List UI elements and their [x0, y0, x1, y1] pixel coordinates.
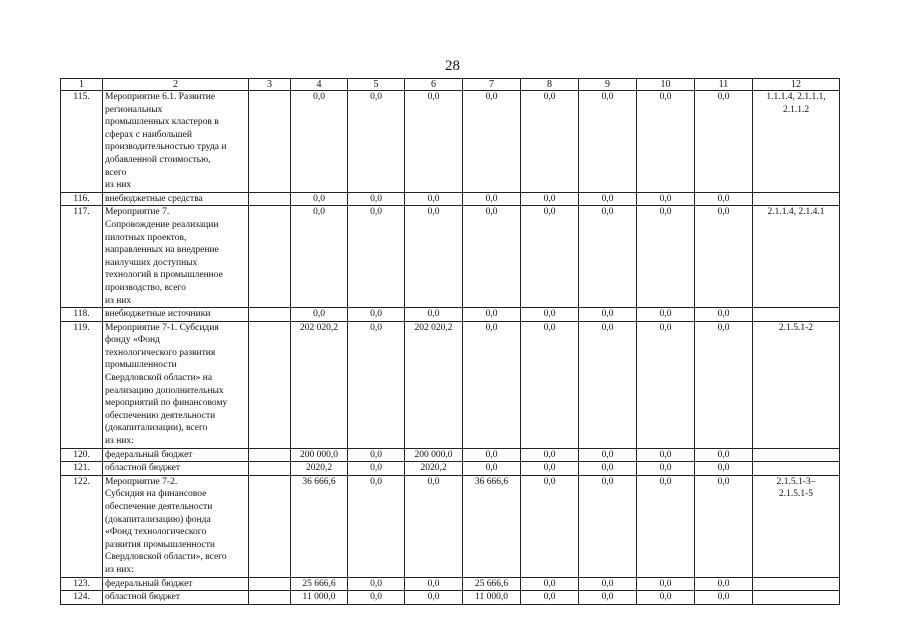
- cell-c5: 0,0: [348, 577, 405, 591]
- row-name-line: добавленной стоимостью,: [105, 154, 211, 165]
- page-number: 28: [445, 58, 460, 74]
- cell-c6: 0,0: [405, 91, 463, 193]
- cell-c4: 202 020,2: [291, 321, 348, 448]
- row-name-line: Мероприятие 7-1. Субсидия: [105, 322, 219, 333]
- row-name-line: фонду «Фонд: [105, 335, 160, 346]
- cell-c10: 0,0: [637, 475, 695, 577]
- cell-c10: 0,0: [637, 308, 695, 322]
- cell-c7: 0,0: [463, 206, 521, 308]
- cell-c9: 0,0: [579, 192, 637, 206]
- table-row: [61, 577, 840, 591]
- cell-c11: 0,0: [695, 321, 753, 448]
- row-number: 123.: [61, 577, 103, 591]
- row-number: 122.: [61, 475, 103, 577]
- cell-c5: 0,0: [348, 321, 405, 448]
- table-row: [61, 591, 840, 605]
- row-name: [103, 591, 249, 605]
- target-code: 1.1.1.4, 2.1.1.1,: [766, 92, 826, 102]
- column-header-1: 1: [61, 79, 103, 91]
- row-name-line: пилотных проектов,: [105, 232, 187, 243]
- row-name-line: промышленных кластеров в: [105, 117, 219, 128]
- cell-c3: [249, 192, 291, 206]
- cell-c3: [249, 91, 291, 193]
- cell-c4: 0,0: [291, 206, 348, 308]
- cell-c6: 0,0: [405, 577, 463, 591]
- column-header-4: 4: [291, 79, 348, 91]
- row-number: 120.: [61, 448, 103, 462]
- row-name-line: областной бюджет: [105, 592, 181, 603]
- cell-c8: 0,0: [521, 192, 579, 206]
- cell-c5: 0,0: [348, 308, 405, 322]
- row-name-line: Мероприятие 7.: [105, 207, 170, 218]
- cell-c8: 0,0: [521, 591, 579, 605]
- cell-c6: 202 020,2: [405, 321, 463, 448]
- cell-c11: 0,0: [695, 577, 753, 591]
- row-name-line: Мероприятие 6.1. Развитие: [105, 92, 216, 102]
- row-name-line: технологического развития: [105, 347, 216, 358]
- cell-c10: 0,0: [637, 206, 695, 308]
- column-header-3: 3: [249, 79, 291, 91]
- cell-c3: [249, 475, 291, 577]
- cell-c11: 0,0: [695, 591, 753, 605]
- cell-c3: [249, 206, 291, 308]
- row-name-line: из них: [105, 180, 132, 191]
- cell-c7: 36 666,6: [463, 475, 521, 577]
- column-header-7: 7: [463, 79, 521, 91]
- cell-c4: 2020,2: [291, 462, 348, 476]
- cell-c3: [249, 448, 291, 462]
- cell-c9: 0,0: [579, 91, 637, 193]
- row-name: [103, 308, 249, 322]
- row-number: 121.: [61, 462, 103, 476]
- column-header-10: 10: [637, 79, 695, 91]
- row-targets: [753, 475, 840, 577]
- table-row: [61, 308, 840, 322]
- cell-c6: 0,0: [405, 475, 463, 577]
- row-targets: [753, 462, 840, 476]
- row-number: 117.: [61, 206, 103, 308]
- cell-c4: 0,0: [291, 192, 348, 206]
- table-body: [61, 79, 840, 605]
- row-name-line: обеспечению деятельности: [105, 410, 216, 421]
- column-header-9: 9: [579, 79, 637, 91]
- row-name-line: из них:: [105, 564, 134, 575]
- row-name-line: из них: [105, 295, 132, 306]
- row-name-line: «Фонд технологического: [105, 527, 207, 538]
- cell-c11: 0,0: [695, 475, 753, 577]
- row-number: 124.: [61, 591, 103, 605]
- cell-c9: 0,0: [579, 462, 637, 476]
- cell-c7: 0,0: [463, 448, 521, 462]
- target-code: 2.1.1.4, 2.1.4.1: [767, 207, 825, 218]
- row-name-line: федеральный бюджет: [105, 449, 193, 460]
- cell-c4: 0,0: [291, 308, 348, 322]
- cell-c11: 0,0: [695, 206, 753, 308]
- cell-c11: 0,0: [695, 462, 753, 476]
- cell-c7: 0,0: [463, 91, 521, 193]
- row-targets: [753, 321, 840, 448]
- cell-c9: 0,0: [579, 206, 637, 308]
- cell-c8: 0,0: [521, 206, 579, 308]
- row-name-line: федеральный бюджет: [105, 578, 193, 589]
- row-name-line: промышленности: [105, 360, 177, 371]
- cell-c9: 0,0: [579, 591, 637, 605]
- cell-c8: 0,0: [521, 308, 579, 322]
- cell-c4: 25 666,6: [291, 577, 348, 591]
- cell-c3: [249, 591, 291, 605]
- cell-c5: 0,0: [348, 475, 405, 577]
- table-row: [61, 321, 840, 448]
- row-name-line: Сопровождение реализации: [105, 219, 219, 230]
- row-name: [103, 91, 249, 193]
- cell-c9: 0,0: [579, 308, 637, 322]
- cell-c7: 0,0: [463, 192, 521, 206]
- cell-c5: 0,0: [348, 448, 405, 462]
- row-name: [103, 475, 249, 577]
- cell-c6: 200 000,0: [405, 448, 463, 462]
- cell-c10: 0,0: [637, 91, 695, 193]
- cell-c4: 11 000,0: [291, 591, 348, 605]
- cell-c10: 0,0: [637, 321, 695, 448]
- row-targets: [753, 91, 840, 193]
- target-code: 2.1.1.2: [782, 104, 810, 115]
- cell-c6: 0,0: [405, 206, 463, 308]
- row-name-line: внебюджетные средства: [105, 193, 203, 204]
- table-row: [61, 206, 840, 308]
- row-name-line: областной бюджет: [105, 463, 181, 474]
- row-number: 118.: [61, 308, 103, 322]
- row-name-line: Свердловской области» на: [105, 373, 213, 384]
- row-number: 119.: [61, 321, 103, 448]
- header-row: [61, 79, 840, 91]
- row-number: 115.: [61, 91, 103, 193]
- row-name-line: направленных на внедрение: [105, 245, 219, 256]
- cell-c10: 0,0: [637, 577, 695, 591]
- cell-c11: 0,0: [695, 192, 753, 206]
- row-name-line: реализацию дополнительных: [105, 385, 224, 396]
- cell-c10: 0,0: [637, 448, 695, 462]
- cell-c11: 0,0: [695, 91, 753, 193]
- row-name-line: всего: [105, 167, 127, 178]
- row-targets: [753, 192, 840, 206]
- row-name: [103, 192, 249, 206]
- row-name: [103, 577, 249, 591]
- row-targets: [753, 308, 840, 322]
- cell-c6: 0,0: [405, 308, 463, 322]
- column-header-2: 2: [103, 79, 249, 91]
- cell-c9: 0,0: [579, 577, 637, 591]
- cell-c6: 0,0: [405, 192, 463, 206]
- cell-c8: 0,0: [521, 448, 579, 462]
- cell-c3: [249, 321, 291, 448]
- row-name-line: сферах с наибольшей: [105, 129, 192, 140]
- cell-c6: 0,0: [405, 591, 463, 605]
- row-name: [103, 206, 249, 308]
- cell-c9: 0,0: [579, 321, 637, 448]
- table-row: [61, 192, 840, 206]
- target-code: 2.1.5.1-3–: [776, 476, 816, 487]
- row-name-line: обеспечение деятельности: [105, 502, 213, 512]
- row-name-line: производительностью труда и: [105, 142, 227, 153]
- cell-c11: 0,0: [695, 308, 753, 322]
- row-number: 116.: [61, 192, 103, 206]
- row-targets: [753, 206, 840, 308]
- row-targets: [753, 448, 840, 462]
- cell-c5: 0,0: [348, 462, 405, 476]
- row-targets: [753, 591, 840, 605]
- target-code: 2.1.5.1-5: [778, 489, 814, 500]
- column-header-6: 6: [405, 79, 463, 91]
- cell-c5: 0,0: [348, 206, 405, 308]
- cell-c3: [249, 577, 291, 591]
- cell-c9: 0,0: [579, 475, 637, 577]
- row-name-line: (докапитализации), всего: [105, 423, 208, 434]
- row-name-line: Субсидия на финансовое: [105, 489, 207, 500]
- row-name-line: региональных: [105, 104, 163, 115]
- cell-c7: 0,0: [463, 462, 521, 476]
- cell-c3: [249, 308, 291, 322]
- cell-c8: 0,0: [521, 462, 579, 476]
- cell-c7: 0,0: [463, 308, 521, 322]
- cell-c10: 0,0: [637, 591, 695, 605]
- cell-c9: 0,0: [579, 448, 637, 462]
- row-targets: [753, 577, 840, 591]
- row-name-line: Свердловской области», всего: [105, 552, 227, 563]
- row-name-line: производство, всего: [105, 282, 186, 293]
- row-name: [103, 448, 249, 462]
- budget-table: [60, 78, 840, 605]
- row-name-line: из них:: [105, 436, 134, 447]
- row-name-line: Мероприятие 7-2.: [105, 476, 178, 487]
- cell-c10: 0,0: [637, 462, 695, 476]
- table-row: [61, 448, 840, 462]
- cell-c8: 0,0: [521, 321, 579, 448]
- row-name-line: наилучших доступных: [105, 257, 198, 268]
- table-row: [61, 91, 840, 193]
- row-name-line: мероприятий по финансовому: [105, 398, 228, 409]
- target-code: 2.1.5.1-2: [778, 322, 814, 333]
- cell-c6: 2020,2: [405, 462, 463, 476]
- cell-c11: 0,0: [695, 448, 753, 462]
- column-header-5: 5: [348, 79, 405, 91]
- cell-c8: 0,0: [521, 577, 579, 591]
- cell-c10: 0,0: [637, 192, 695, 206]
- cell-c8: 0,0: [521, 475, 579, 577]
- cell-c8: 0,0: [521, 91, 579, 193]
- row-name-line: развития промышленности: [105, 539, 215, 550]
- row-name-line: (докапитализацию) фонда: [105, 514, 211, 525]
- column-header-12: 12: [753, 79, 840, 91]
- table-row: [61, 475, 840, 577]
- cell-c3: [249, 462, 291, 476]
- cell-c4: 36 666,6: [291, 475, 348, 577]
- row-name-line: внебюджетные источники: [105, 309, 211, 320]
- row-name-line: технологий в промышленное: [105, 270, 223, 281]
- cell-c7: 0,0: [463, 321, 521, 448]
- cell-c7: 25 666,6: [463, 577, 521, 591]
- cell-c4: 0,0: [291, 91, 348, 193]
- cell-c5: 0,0: [348, 192, 405, 206]
- table-row: [61, 462, 840, 476]
- column-header-11: 11: [695, 79, 753, 91]
- row-name: [103, 321, 249, 448]
- cell-c5: 0,0: [348, 91, 405, 193]
- row-name: [103, 462, 249, 476]
- cell-c7: 11 000,0: [463, 591, 521, 605]
- column-header-8: 8: [521, 79, 579, 91]
- cell-c5: 0,0: [348, 591, 405, 605]
- cell-c4: 200 000,0: [291, 448, 348, 462]
